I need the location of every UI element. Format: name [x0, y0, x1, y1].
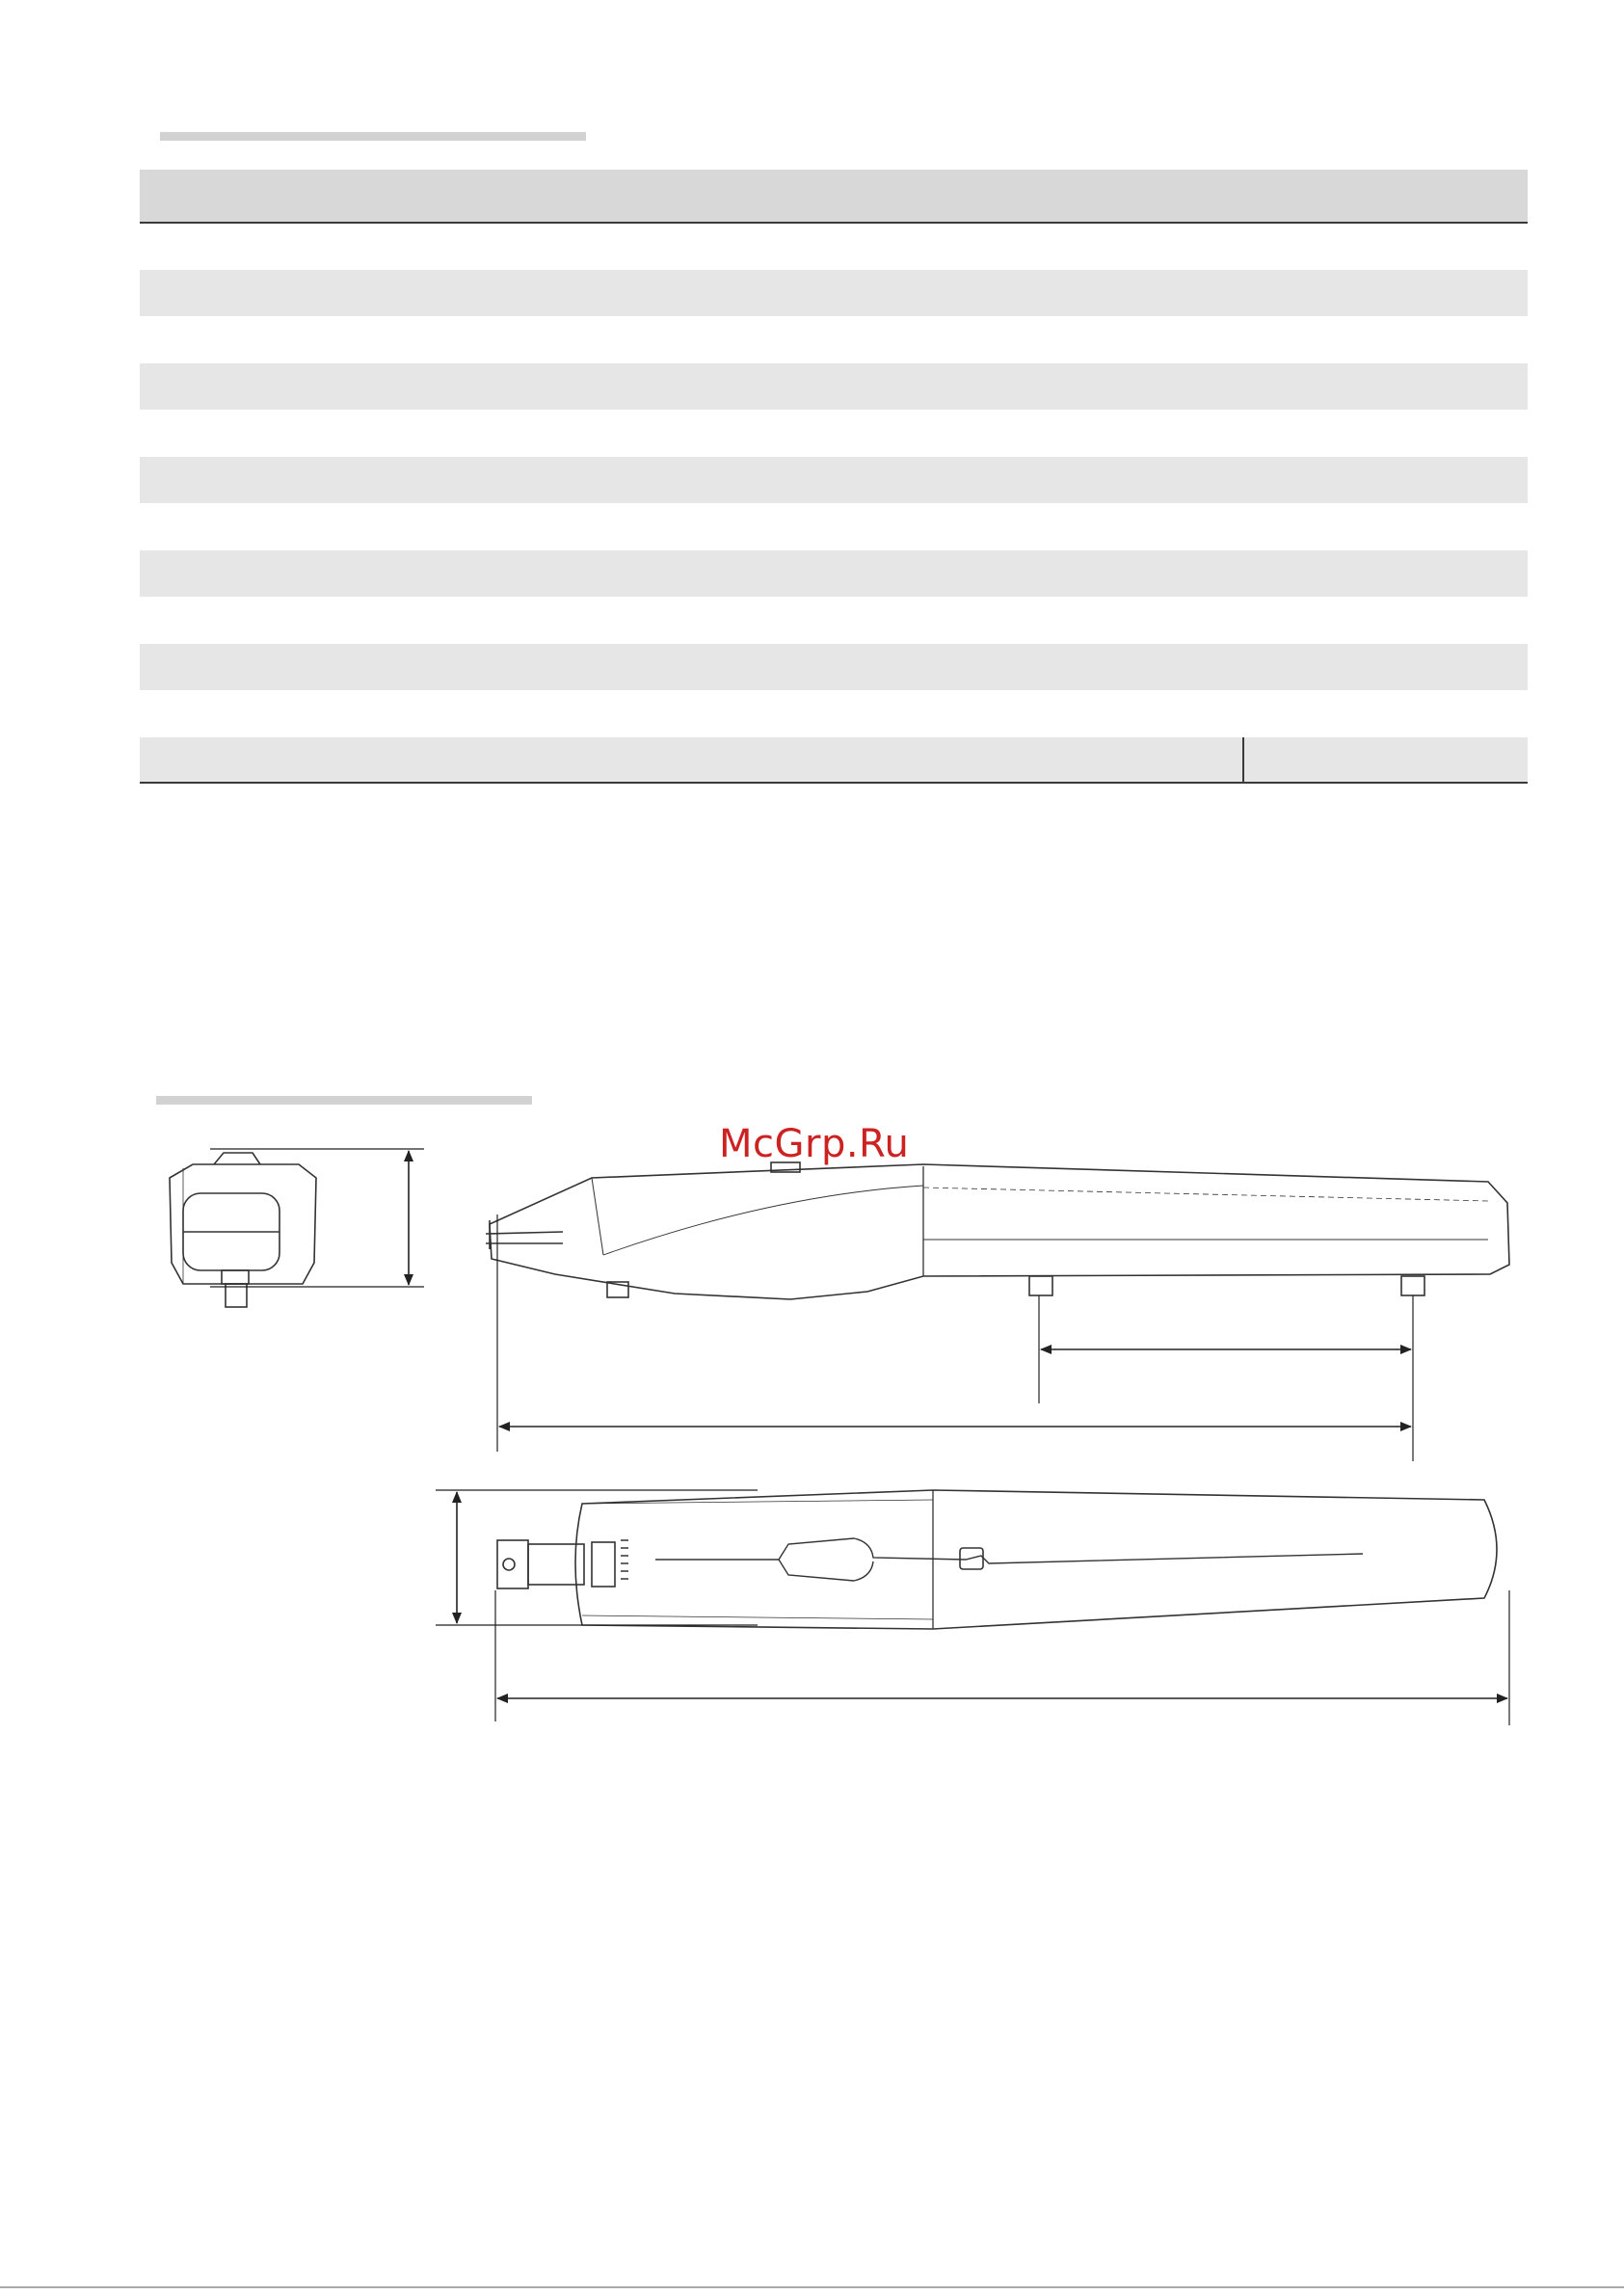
side-length-dimension	[497, 1214, 1411, 1452]
top-view-drawing	[497, 1490, 1497, 1629]
front-height-dimension	[210, 1149, 424, 1287]
footer-strip	[0, 2286, 1624, 2289]
top-width-dimension	[436, 1490, 758, 1625]
watermark: McGrp.Ru	[719, 1122, 910, 1166]
bracket-distance-dimension	[1039, 1295, 1413, 1461]
front-view-drawing	[170, 1153, 316, 1307]
top-length-dimension	[495, 1590, 1509, 1725]
side-view-drawing	[486, 1162, 1509, 1299]
